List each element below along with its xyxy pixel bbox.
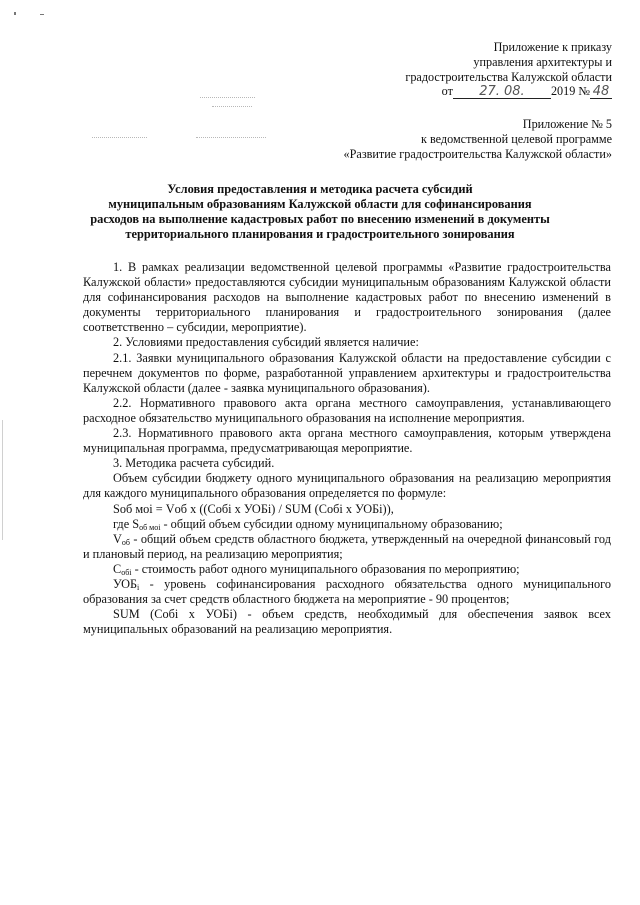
- paragraph-2: 2. Условиями предоставления субсидий является наличие:: [113, 335, 419, 350]
- paragraph-1: 1. В рамках реализации ведомственной целевой программы «Развитие градостроительства Калужской области» предоставляются субсидии муниципальным образованиям Калужской области для софинансирования расходов на выполнение кадастровых работ по внесению изменений в документы территориального планирования и градостроительного зонирования (далее соответственно – субсидии, мероприятие).: [83, 260, 611, 335]
- scan-speck: [40, 14, 44, 15]
- paragraph-3: 3. Методика расчета субсидий.: [113, 456, 275, 471]
- paragraph-2-1: 2.1. Заявки муниципального образования Калужской области на предоставление субсидии с перечнем документов по форме, разработанной управлением архитектуры и градостроительства Калужской области (далее - заявка муниципального образования).: [83, 350, 611, 395]
- definition-sum: SUM (Cобі х УОБі) - объем средств, необходимый для обеспечения заявок всех муниципальных образований на реализацию мероприятия.: [83, 607, 611, 637]
- title-line: муниципальным образованиям Калужской области для софинансирования: [108, 197, 532, 211]
- handwritten-date: 27. 08.: [453, 86, 551, 99]
- date-prefix: от: [441, 84, 453, 98]
- paragraph-2-3: 2.3. Нормативного правового акта органа местного самоуправления, которым утверждена муниципальная программа, предусматривающая мероприятие.: [83, 426, 611, 456]
- definition-s: [83, 517, 611, 532]
- definition-c-subscript: обі: [121, 567, 132, 577]
- definition-v-symbol: V: [113, 531, 122, 546]
- annex-line-1: Приложение № 5: [522, 117, 612, 131]
- appendix-line-3: градостроительства Калужской области: [405, 70, 612, 84]
- definition-c: [83, 562, 611, 577]
- definition-uob: [83, 577, 611, 607]
- date-year: 2019 №: [550, 84, 590, 98]
- definition-v: [83, 532, 611, 562]
- definition-uob-subscript: і: [137, 582, 140, 592]
- definition-s-subscript: об моі: [139, 522, 161, 532]
- definition-s-text: - общий объем субсидии одному муниципальному образованию;: [160, 516, 503, 531]
- annex-line-3: «Развитие градостроительства Калужской области»: [343, 147, 612, 161]
- bleed-through-line: [212, 106, 252, 107]
- formula: Sоб моі = Vоб х ((Cобі х УОБі) / SUM (Cобі х УОБі)),: [113, 501, 394, 516]
- appendix-line-1: Приложение к приказу: [493, 40, 612, 54]
- title-line: Условия предоставления и методика расчета субсидий: [167, 182, 473, 196]
- bleed-through-line: [196, 137, 266, 138]
- paragraph-2-2: 2.2. Нормативного правового акта органа местного самоуправления, устанавливающего расходное обязательство муниципального образования на исполнение мероприятия.: [83, 395, 611, 425]
- document-title: [70, 182, 570, 242]
- definition-c-symbol: C: [113, 561, 122, 576]
- definition-uob-symbol: УОБ: [113, 576, 138, 591]
- scan-speck: [2, 420, 3, 540]
- definition-v-subscript: об: [121, 537, 130, 547]
- document-body: [83, 260, 611, 637]
- title-line: территориального планирования и градостроительного зонирования: [125, 227, 515, 241]
- definition-s-symbol: где S: [113, 516, 140, 531]
- definition-uob-text: - уровень софинансирования расходного обязательства одного муниципального образования за счет средств областного бюджета на мероприятие - 90 процентов;: [83, 576, 611, 607]
- bleed-through-line: [200, 97, 255, 98]
- appendix-line-2: управления архитектуры и: [473, 55, 612, 69]
- appendix-date-line: [442, 84, 612, 99]
- handwritten-number: 48: [590, 86, 612, 99]
- scan-speck: [14, 12, 16, 15]
- annex-line-2: к ведомственной целевой программе: [420, 132, 612, 146]
- paragraph-volume: Объем субсидии бюджету одного муниципального образования на реализацию мероприятия для каждого муниципального образования определяется по формуле:: [83, 471, 611, 501]
- definition-v-text: - общий объем средств областного бюджета, утвержденный на очередной финансовый год и плановый период, на реализацию мероприятия;: [83, 531, 611, 561]
- title-line: расходов на выполнение кадастровых работ по внесению изменений в документы: [90, 212, 550, 226]
- bleed-through-line: [92, 137, 147, 138]
- definition-c-text: - стоимость работ одного муниципального образования по мероприятию;: [131, 561, 520, 576]
